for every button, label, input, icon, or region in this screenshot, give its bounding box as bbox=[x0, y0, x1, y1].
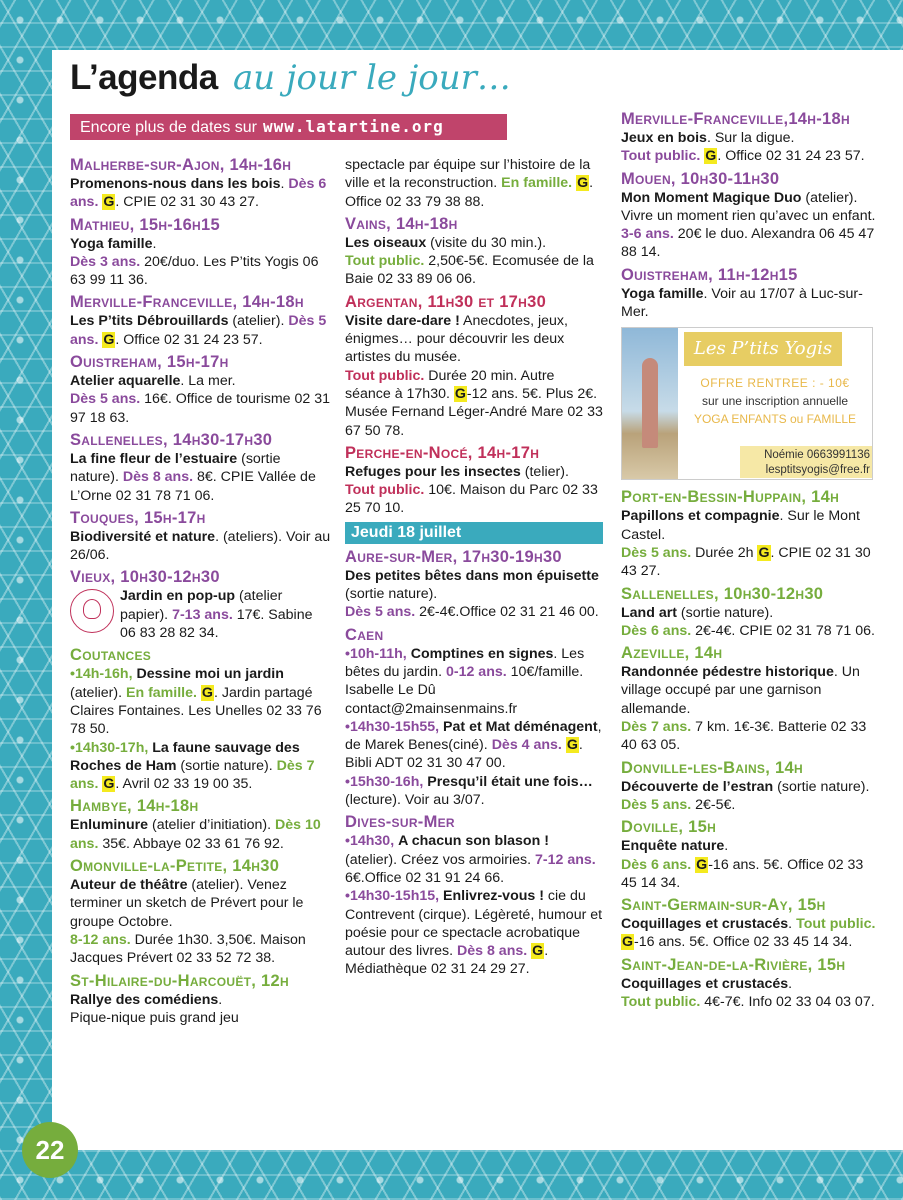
event-age: 8-12 ans. bbox=[70, 931, 131, 948]
event-info: 7 km. 1€-3€. Batterie 02 33 40 63 05. bbox=[621, 719, 867, 754]
event-place: Ouistreham, 15h-17h bbox=[70, 353, 229, 372]
event-text: (atelier). Vivre un moment rien qu’avec un enfant. bbox=[621, 189, 876, 224]
event-group bbox=[345, 813, 603, 978]
event-text: Durée 20 min. Autre séance à 17h30. bbox=[345, 367, 555, 402]
event-time: •14h30-17h, bbox=[70, 739, 149, 756]
event-text: . Sur la digue. bbox=[706, 130, 795, 146]
event-age: En famille. bbox=[501, 175, 573, 192]
ad-offer-line: YOGA ENFANTS ou FAMILLE bbox=[693, 412, 857, 427]
free-badge: G bbox=[201, 684, 213, 701]
event bbox=[345, 215, 603, 289]
event-time: •14h30-15h15, bbox=[345, 888, 440, 905]
free-badge: G bbox=[566, 737, 578, 754]
day-header: Jeudi 18 juillet bbox=[345, 522, 603, 544]
ad-offer-line: OFFRE RENTREE : - 10€ bbox=[700, 376, 850, 391]
event bbox=[70, 857, 332, 967]
free-badge: G bbox=[103, 776, 115, 793]
event-text: (atelier). Créez vos armoiries. bbox=[345, 851, 532, 868]
event bbox=[621, 585, 879, 641]
event-title: Jeux en bois bbox=[621, 130, 707, 146]
event bbox=[345, 293, 603, 440]
event-place: Saint-Jean-de-la-Rivière, 15h bbox=[621, 955, 846, 974]
event-place: Doville, 15h bbox=[621, 818, 717, 837]
event-place: St-Hilaire-du-Harcouët, 12h bbox=[70, 971, 289, 990]
free-badge: G bbox=[622, 934, 634, 951]
event-info: . Office 02 31 24 23 57. bbox=[717, 148, 865, 165]
event-age: Tout public. bbox=[345, 253, 425, 270]
column-2 bbox=[345, 156, 603, 983]
event-info: . Office 02 33 79 38 88. bbox=[345, 175, 594, 210]
event-text: (lecture). Voir au 3/07. bbox=[345, 792, 485, 809]
event-age: Dès 6 ans. bbox=[621, 856, 692, 873]
event bbox=[345, 444, 603, 518]
event-info: . Bibli ADT 02 31 30 47 00. bbox=[345, 737, 583, 772]
event-age: 3-6 ans. bbox=[621, 226, 674, 243]
event-time: •14h-16h, bbox=[70, 666, 133, 683]
event-info: 10€/famille. Isabelle Le Dû contact@2mainsenmains.fr bbox=[345, 663, 584, 717]
column-1 bbox=[70, 156, 332, 1031]
event-text: (atelier). bbox=[70, 684, 123, 701]
event-age: Tout public. bbox=[345, 367, 425, 384]
event-text: spectacle par équipe sur l’histoire de la ville et la reconstruction. bbox=[345, 157, 591, 192]
event-title: Mon Moment Magique Duo bbox=[621, 189, 802, 206]
event-text: (atelier d’initiation). bbox=[148, 817, 272, 834]
event-info: 2€-5€. bbox=[691, 796, 736, 813]
event-info: . Avril 02 33 19 00 35. bbox=[115, 776, 253, 793]
event-place: Vains, 14h-18h bbox=[345, 214, 458, 233]
event bbox=[621, 818, 879, 892]
ad-offer-line: sur une inscription annuelle bbox=[701, 394, 849, 409]
event-text: . bbox=[152, 235, 157, 252]
event-title: Des petites bêtes dans mon épuisette bbox=[345, 567, 599, 584]
event bbox=[70, 568, 332, 642]
event-info: . Médiathèque 02 31 24 29 27. bbox=[345, 943, 549, 978]
ad-contact bbox=[740, 446, 872, 478]
website-banner bbox=[70, 114, 507, 140]
event-info: Pique-nique puis grand jeu bbox=[70, 1009, 239, 1026]
event-text: (telier). bbox=[520, 463, 569, 480]
ad-brand: Les P’tits Yogis bbox=[684, 332, 842, 366]
event-title: Biodiversité et nature bbox=[70, 528, 216, 545]
event-place: Merville-Franceville,14h-18h bbox=[621, 110, 850, 128]
event-continued bbox=[345, 156, 603, 211]
event bbox=[70, 353, 332, 427]
event-info: 4€-7€. Info 02 33 04 03 07. bbox=[700, 994, 875, 1011]
event-title: La fine fleur de l’estuaire bbox=[70, 450, 238, 467]
event bbox=[621, 110, 879, 166]
event-title: Promenons-nous dans les bois bbox=[70, 176, 281, 192]
event-info: -16 ans. 5€. Office 02 33 45 14 34. bbox=[634, 934, 853, 951]
event bbox=[70, 431, 332, 505]
event-info: 16€. Office de tourisme 02 31 97 18 63. bbox=[70, 391, 331, 426]
event-group bbox=[345, 626, 603, 810]
event-title: Enluminure bbox=[70, 817, 149, 834]
event-place: Hambye, 14h-18h bbox=[70, 797, 199, 816]
event-info: -12 ans. 5€. Plus 2€. Musée Fernand Léger-André Mare 02 33 67 50 78. bbox=[345, 385, 603, 439]
event-age: En famille. bbox=[126, 684, 197, 701]
page-title: L’agenda bbox=[70, 58, 218, 97]
event-place: Caen bbox=[345, 625, 384, 644]
event-text: Anecdotes, jeux, énigmes… pour découvrir les deux artistes du musée. bbox=[345, 312, 568, 366]
event-text: (sortie nature). bbox=[176, 757, 273, 774]
event-place: Merville-Franceville, 14h-18h bbox=[70, 293, 304, 312]
event-place: Omonville-la-Petite, 14h30 bbox=[70, 857, 280, 876]
event-age: Tout public. bbox=[621, 994, 701, 1011]
event-text: , de Marek Benes(ciné). bbox=[345, 718, 602, 754]
event-info: 17€. Sabine 06 83 28 82 34. bbox=[120, 606, 313, 642]
event bbox=[70, 293, 332, 349]
event-info: . Jardin partagé Claires Fontaines. Les Unelles 02 33 76 78 50. bbox=[70, 684, 322, 738]
event-text: (sortie nature). bbox=[676, 604, 774, 621]
event-title: Randonnée pédestre historique bbox=[621, 664, 834, 681]
event-title: Les oiseaux bbox=[345, 234, 427, 251]
event-text: . Les bêtes du jardin. bbox=[345, 645, 585, 680]
event-info: -16 ans. 5€. Office 02 33 45 14 34. bbox=[621, 856, 864, 891]
event-text: (sortie nature). bbox=[345, 586, 438, 603]
event-title: Papillons et compagnie bbox=[621, 508, 780, 525]
event-info: 6€.Office 02 31 91 24 66. bbox=[345, 869, 505, 886]
event-title: Les P’tits Débrouillards bbox=[70, 313, 229, 330]
event-title: La faune sauvage des Roches de Ham bbox=[70, 739, 300, 774]
event-title: Land art bbox=[621, 604, 677, 621]
event bbox=[621, 644, 879, 754]
event-place: Donville-les-Bains, 14h bbox=[621, 758, 803, 777]
event-text: . bbox=[788, 916, 793, 933]
event bbox=[621, 956, 879, 1012]
free-badge: G bbox=[532, 943, 544, 960]
event bbox=[70, 156, 332, 212]
event-text: . bbox=[218, 991, 223, 1008]
event-text: . bbox=[788, 975, 793, 992]
event-info: 10€. Maison du Parc 02 33 25 70 10. bbox=[345, 482, 598, 517]
event-info: 2€-4€.Office 02 31 21 46 00. bbox=[415, 604, 599, 621]
yoga-advertisement[interactable] bbox=[621, 327, 873, 480]
event-place: Dives-sur-Mer bbox=[345, 813, 455, 832]
column-3 bbox=[621, 110, 879, 1015]
free-badge: G bbox=[705, 148, 717, 165]
event-text: . Sur le Mont Castel. bbox=[621, 508, 860, 543]
event-info: 2€-4€. CPIE 02 31 78 71 06. bbox=[691, 622, 875, 639]
event-title: Jardin en pop-up bbox=[120, 588, 236, 605]
event-title: A chacun son blason ! bbox=[398, 833, 549, 850]
free-badge: G bbox=[758, 544, 770, 561]
event-place: Mouen, 10h30-11h30 bbox=[621, 169, 780, 188]
event-text: (sortie nature). bbox=[70, 450, 281, 486]
event-title: Presqu’il était une fois… bbox=[427, 773, 593, 790]
event-age: Dès 8 ans. bbox=[457, 943, 528, 960]
event-text: (atelier papier). bbox=[120, 588, 283, 623]
event-title: Coquillages et crustacés bbox=[621, 916, 789, 933]
ad-phone: Noémie 0663991136 bbox=[764, 449, 870, 462]
event-text: (atelier). Venez terminer un sketch de Prévert pour le groupe Octobre. bbox=[70, 877, 304, 930]
event-text: . Un village occupé par une garnison allemande. bbox=[621, 664, 860, 717]
face-illustration-icon bbox=[70, 589, 114, 633]
event-age: Dès 5 ans. bbox=[345, 604, 416, 621]
event-age: Dès 10 ans. bbox=[70, 817, 321, 852]
event-age: Tout public. bbox=[621, 148, 701, 165]
event-title: Dessine moi un jardin bbox=[136, 666, 284, 683]
event-text: Durée 2h bbox=[691, 544, 758, 561]
event-title: Enquête nature bbox=[621, 838, 725, 855]
event-place: Mathieu, 15h-16h15 bbox=[70, 215, 220, 234]
yoga-photo bbox=[622, 328, 678, 479]
event bbox=[621, 170, 879, 262]
event-time: •14h30-15h55, bbox=[345, 718, 440, 735]
event-group bbox=[70, 646, 332, 793]
event-place: Malherbe-sur-Ajon, 14h-16h bbox=[70, 156, 292, 174]
event-title: Yoga famille bbox=[621, 285, 704, 302]
free-badge: G bbox=[103, 194, 115, 211]
page-number: 22 bbox=[22, 1122, 78, 1178]
event-text: . bbox=[724, 838, 729, 855]
event-title: Comptines en signes bbox=[410, 645, 554, 662]
event-title: Pat et Mat déménagent bbox=[443, 718, 598, 735]
event-age: Dès 7 ans. bbox=[70, 757, 315, 793]
event-age: Tout public. bbox=[345, 482, 425, 499]
event-info: . CPIE 02 31 30 43 27. bbox=[115, 194, 259, 211]
event-title: Refuges pour les insectes bbox=[345, 463, 521, 480]
free-badge: G bbox=[696, 856, 708, 873]
event-text: cie du Contrevent (cirque). Légèreté, humour et poésie pour ce spectacle acrobatique autour des livres. bbox=[345, 888, 603, 960]
event-title: Découverte de l’estran bbox=[621, 778, 774, 795]
event bbox=[70, 216, 332, 290]
event-age: Dès 7 ans. bbox=[621, 719, 692, 736]
event-place: Azeville, 14h bbox=[621, 644, 723, 663]
event-text: . Voir au 17/07 à Luc-sur-Mer. bbox=[621, 285, 863, 321]
event-age: Dès 5 ans. bbox=[70, 391, 141, 408]
event bbox=[70, 972, 332, 1028]
event-age: Dès 4 ans. bbox=[491, 737, 562, 754]
event-info: . CPIE 02 31 30 43 27. bbox=[621, 544, 871, 580]
event-title: Rallye des comédiens bbox=[70, 991, 219, 1008]
event-age: Dès 8 ans. bbox=[122, 469, 194, 486]
event-place: Vieux, 10h30-12h30 bbox=[70, 568, 220, 587]
event-title: Enlivrez-vous ! bbox=[443, 888, 544, 905]
event-text: . bbox=[280, 176, 285, 192]
event-title: Auteur de théâtre bbox=[70, 877, 188, 894]
event bbox=[621, 759, 879, 815]
event-age: Dès 6 ans. bbox=[621, 622, 692, 639]
event-place: Aure-sur-Mer, 17h30-19h30 bbox=[345, 547, 562, 566]
event-age: Tout public. bbox=[796, 916, 876, 933]
event-place: Argentan, 11h30 et 17h30 bbox=[345, 292, 547, 311]
ad-offer bbox=[678, 374, 872, 428]
free-badge: G bbox=[577, 175, 589, 192]
event-age: 0-12 ans. bbox=[445, 663, 507, 680]
event bbox=[345, 548, 603, 622]
event-place: Port-en-Bessin-Huppain, 14h bbox=[621, 488, 840, 507]
event-title: Atelier aquarelle bbox=[70, 373, 181, 390]
event bbox=[621, 896, 879, 952]
event-text: . (ateliers). Voir au 26/06. bbox=[70, 528, 331, 564]
event-age: 7-13 ans. bbox=[172, 606, 233, 623]
event-info: . Office 02 31 24 23 57. bbox=[115, 331, 263, 348]
event-info: 2,50€-5€. Ecomusée de la Baie 02 33 89 06 06. bbox=[345, 253, 594, 288]
free-badge: G bbox=[103, 331, 115, 348]
event-age: Dès 6 ans. bbox=[70, 176, 327, 211]
event-age: Dès 5 ans. bbox=[621, 796, 692, 813]
event-time: •10h-11h, bbox=[345, 645, 407, 662]
free-badge: G bbox=[454, 385, 466, 402]
event-title: Coquillages et crustacés bbox=[621, 975, 789, 992]
page-subtitle: au jour le jour… bbox=[233, 58, 511, 98]
event-info: 8€. CPIE Vallée de L’Orne 02 31 78 71 06. bbox=[70, 469, 316, 504]
event-info: 35€. Abbaye 02 33 61 76 92. bbox=[98, 835, 284, 852]
event bbox=[70, 797, 332, 853]
event bbox=[621, 266, 879, 322]
banner-url[interactable]: www.latartine.org bbox=[263, 117, 444, 136]
event-place: Perche-en-Nocé, 14h-17h bbox=[345, 443, 540, 462]
event-time: •14h30, bbox=[345, 833, 395, 850]
event-place: Saint-Germain-sur-Ay, 15h bbox=[621, 896, 826, 915]
event-age: 7-12 ans. bbox=[535, 851, 596, 868]
event-place: Touques, 15h-17h bbox=[70, 508, 206, 527]
event-place: Coutances bbox=[70, 646, 152, 665]
event-title: Visite dare-dare ! bbox=[345, 312, 460, 329]
event-info: 20€ le duo. Alexandra 06 45 47 88 14. bbox=[621, 226, 875, 261]
event-age: Dès 3 ans. bbox=[70, 253, 141, 270]
event-text: . La mer. bbox=[180, 373, 236, 390]
event-title: Yoga famille bbox=[70, 235, 153, 252]
event bbox=[70, 509, 332, 565]
ad-email[interactable]: lesptitsyogis@free.fr bbox=[765, 464, 870, 477]
event-text: (sortie nature). bbox=[773, 778, 870, 795]
banner-text: Encore plus de dates sur bbox=[80, 119, 257, 136]
event-place: Sallenelles, 14h30-17h30 bbox=[70, 430, 273, 449]
event bbox=[621, 488, 879, 580]
event-info: Durée 1h30. 3,50€. Maison Jacques Prévert 02 33 52 72 38. bbox=[70, 931, 306, 967]
event-place: Ouistreham, 11h-12h15 bbox=[621, 265, 798, 284]
event-text: (visite du 30 min.). bbox=[426, 234, 547, 251]
event-info: 20€/duo. Les P’tits Yogis 06 63 99 11 36. bbox=[70, 253, 319, 289]
event-age: Dès 5 ans. bbox=[621, 544, 692, 561]
event-text: (atelier). bbox=[228, 313, 285, 330]
event-time: •15h30-16h, bbox=[345, 773, 424, 790]
event-age: Dès 5 ans. bbox=[70, 313, 327, 348]
event-place: Sallenelles, 10h30-12h30 bbox=[621, 584, 824, 603]
